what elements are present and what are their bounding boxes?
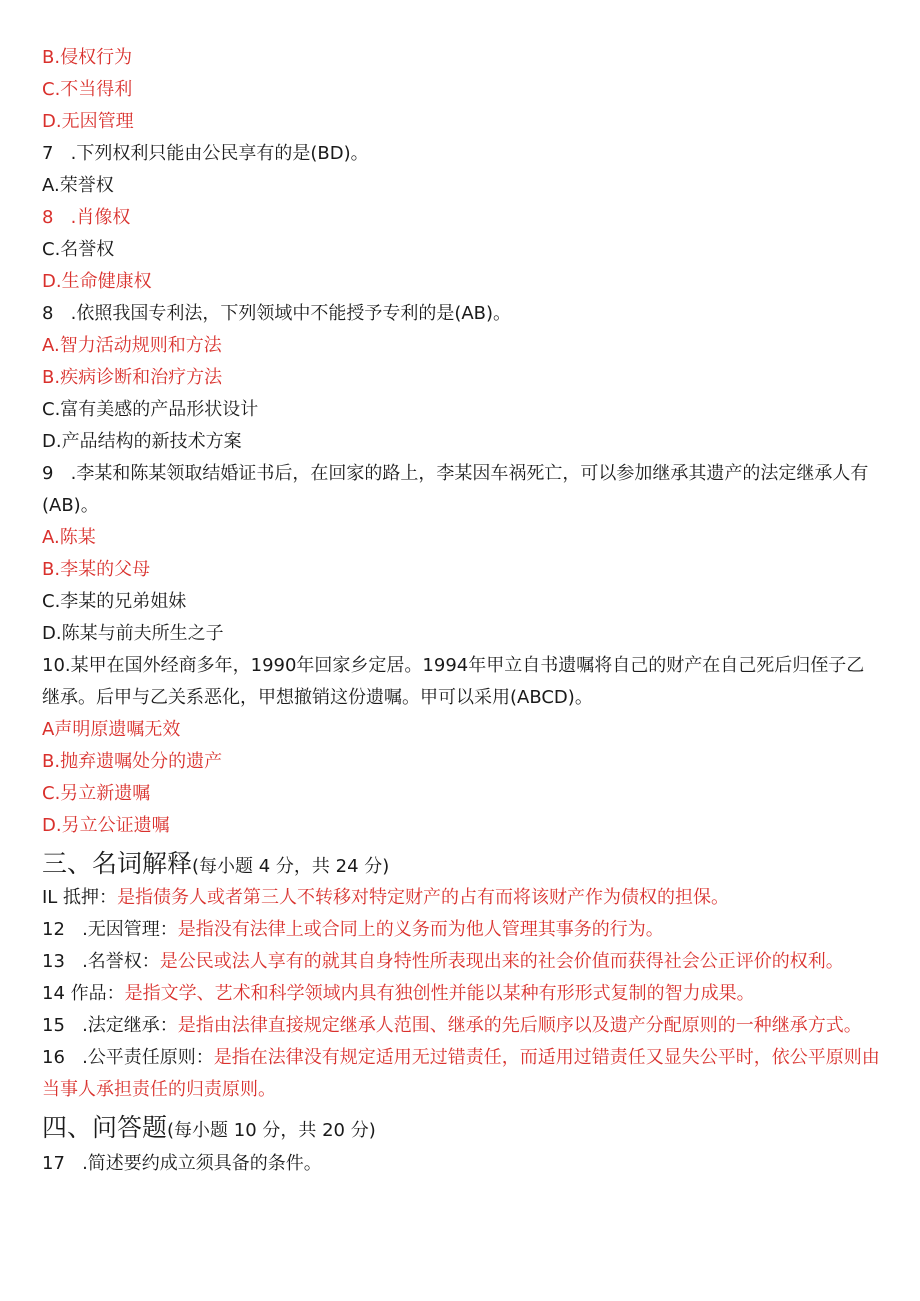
- term-item: [42, 1014, 882, 1038]
- term-definition: 是指债务人或者第三人不转移对特定财产的占有而将该财产作为债权的担保。: [117, 887, 730, 908]
- option-line: A.荣誉权: [42, 175, 114, 196]
- term-label: 13 .名誉权：: [42, 951, 160, 972]
- term-item: [42, 982, 882, 1006]
- section-title: 四、问答题: [42, 1113, 168, 1142]
- term-item: [42, 1042, 882, 1106]
- term-label: 15 .法定继承：: [42, 1015, 178, 1036]
- section-title: 三、名词解释: [42, 849, 193, 878]
- section-note: (每小题 10 分，共 20 分): [167, 1120, 376, 1141]
- question-line: 9 .李某和陈某领取结婚证书后，在回家的路上，李某因车祸死亡，可以参加继承其遗产的法定继承人有(AB)。: [42, 463, 869, 516]
- section-heading: [42, 1112, 882, 1147]
- option-line: B.抛弃遗嘱处分的遗产: [42, 751, 223, 772]
- section-note: (每小题 4 分，共 24 分): [192, 856, 390, 877]
- term-item: [42, 886, 882, 910]
- option-line: C.名誉权: [42, 239, 115, 260]
- option-line: B.侵权行为: [42, 47, 133, 68]
- term-definition: 是指由法律直接规定继承人范围、继承的先后顺序以及遗产分配原则的一种继承方式。: [177, 1015, 862, 1036]
- option-line: C.富有美感的产品形状设计: [42, 399, 259, 420]
- term-label: 14 作品：: [42, 983, 125, 1004]
- option-line: C.另立新遗嘱: [42, 783, 151, 804]
- term-definition: 是指在法律没有规定适用无过错责任，而适用过错责任又显失公平时，依公平原则由当事人承担责任的归责原则。: [42, 1047, 880, 1100]
- term-definition: 是指没有法律上或合同上的义务而为他人管理其事务的行为。: [177, 919, 664, 940]
- term-label: 16 .公平责任原则：: [42, 1047, 214, 1068]
- option-line: D.生命健康权: [42, 271, 152, 292]
- option-line: 8 .肖像权: [42, 207, 131, 228]
- question-line: 7 .下列权利只能由公民享有的是(BD)。: [42, 143, 369, 164]
- term-definition: 是指文学、艺术和科学领域内具有独创性并能以某种有形形式复制的智力成果。: [124, 983, 755, 1004]
- option-line: B.疾病诊断和治疗方法: [42, 367, 223, 388]
- option-line: C.李某的兄弟姐妹: [42, 591, 187, 612]
- term-label: 12 .无因管理：: [42, 919, 178, 940]
- question-line: 17 .简述要约成立须具备的条件。: [42, 1153, 322, 1174]
- question-line: 10.某甲在国外经商多年，1990年回家乡定居。1994年甲立自书遗嘱将自己的财产在自己死后归侄子乙继承。后甲与乙关系恶化，甲想撤销这份遗嘱。甲可以采用(ABCD)。: [42, 655, 865, 708]
- option-line: B.李某的父母: [42, 559, 151, 580]
- term-item: [42, 950, 882, 974]
- option-line: D.产品结构的新技术方案: [42, 431, 242, 452]
- option-line: C.不当得利: [42, 79, 133, 100]
- term-definition: 是公民或法人享有的就其自身特性所表现出来的社会价值而获得社会公正评价的权利。: [159, 951, 844, 972]
- term-label: IL 抵押：: [42, 887, 118, 908]
- option-line: A.陈某: [42, 527, 96, 548]
- term-item: [42, 918, 882, 942]
- option-line: A声明原遗嘱无效: [42, 719, 181, 740]
- option-line: D.另立公证遗嘱: [42, 815, 170, 836]
- option-line: A.智力活动规则和方法: [42, 335, 222, 356]
- option-line: D.无因管理: [42, 111, 134, 132]
- section-heading: [42, 848, 882, 883]
- question-line: 8 .依照我国专利法，下列领域中不能授予专利的是(AB)。: [42, 303, 512, 324]
- option-line: D.陈某与前夫所生之子: [42, 623, 224, 644]
